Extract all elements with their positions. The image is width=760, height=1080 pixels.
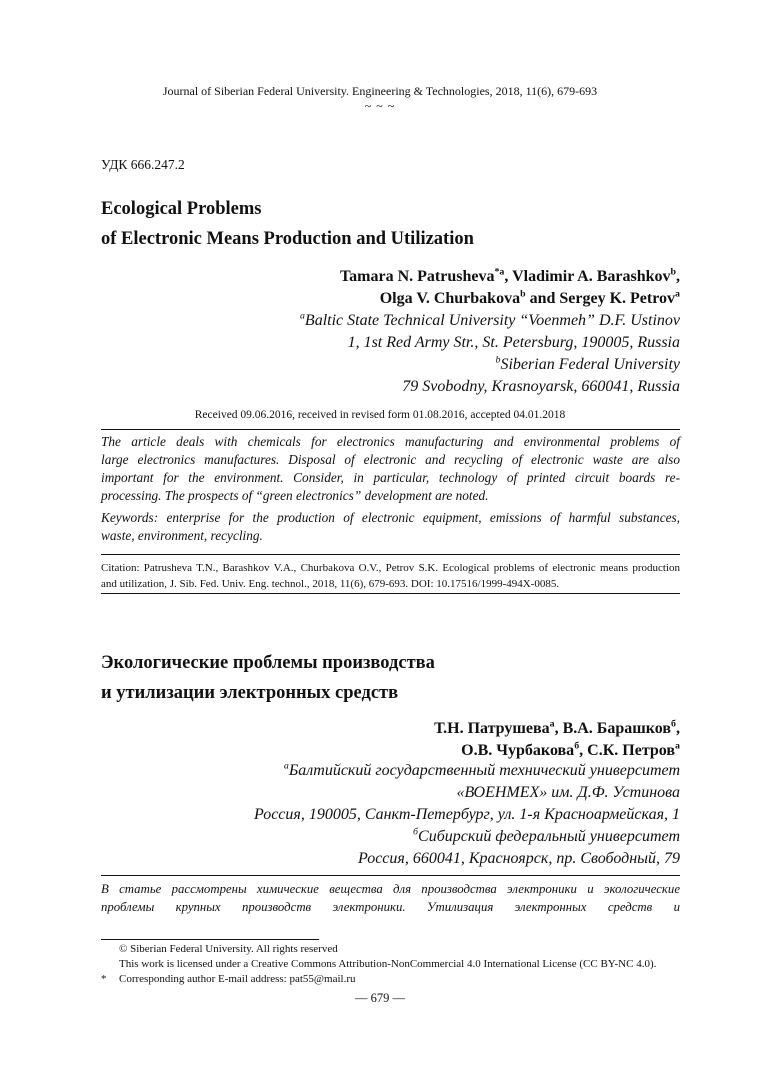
affil-line: 79 Svobodny, Krasnoyarsk, 660041, Russia — [402, 378, 680, 395]
article-title-ru — [101, 648, 435, 708]
abstract-ru — [101, 880, 680, 916]
udk-code: УДК 666.247.2 — [101, 157, 185, 172]
author-punct: , — [676, 720, 680, 737]
affil-line: Россия, 190005, Санкт-Петербург, ул. 1-я Красноармейская, 1 — [254, 806, 680, 823]
affil-line: Россия, 660041, Красноярск, пр. Свободный, 79 — [358, 850, 680, 867]
author-sup: b — [670, 266, 676, 278]
affiliations-en — [300, 310, 680, 398]
citation — [101, 561, 680, 592]
affil-sup: б — [413, 826, 419, 838]
article-title-en — [101, 194, 474, 254]
author-name: , С.К. Петров — [579, 742, 676, 759]
divider — [101, 875, 680, 876]
affil-line: 1, 1st Red Army Str., St. Petersburg, 190005, Russia — [347, 334, 680, 351]
author-sup: a — [675, 288, 680, 300]
authors-ru — [434, 718, 680, 762]
author-punct: , — [676, 268, 680, 285]
author-name: О.В. Чурбакова — [461, 742, 575, 759]
divider — [101, 593, 680, 594]
footnote-license: This work is licensed under a Creative Commons Attribution-NonCommercial 4.0 International License (CC BY-NC 4.0). — [119, 958, 657, 970]
abstract-en — [101, 433, 680, 505]
author-sup: а — [549, 718, 555, 730]
received-dates: Received 09.06.2016, received in revised form 01.08.2016, accepted 04.01.2018 — [194, 409, 566, 421]
author-sup: б — [574, 740, 580, 752]
author-sup: б — [671, 718, 676, 730]
citation-line: Citation: Patrusheva T.N., Barashkov V.A., Churbakova O.V., Petrov S.K. Ecological problems of electronic means production — [101, 562, 680, 574]
citation-line: and utilization, J. Sib. Fed. Univ. Eng. technol., 2018, 11(6), 679-693. DOI: 10.17516/1999-494X-0085. — [101, 577, 560, 590]
abstract-line: processing. The prospects of “green electronics” development are noted. — [101, 488, 489, 503]
abstract-line: В статье рассмотрены химические вещества для производства электроники и экологические — [101, 882, 680, 896]
keywords-line: waste, environment, recycling. — [101, 528, 263, 543]
author-name: , В.А. Барашков — [554, 720, 672, 737]
affil-line: «ВОЕНМЕХ» им. Д.Ф. Устинова — [456, 784, 680, 801]
keywords-en — [101, 509, 680, 545]
keywords-line: Keywords: enterprise for the production of electronic equipment, emissions of harmful substances, — [101, 510, 680, 525]
title-ru-line-1: Экологические проблемы производства — [101, 653, 435, 673]
author-name: , Vladimir A. Barashkov — [504, 268, 671, 285]
authors-en — [340, 266, 680, 310]
affil-sup: а — [283, 760, 289, 772]
affil-sup: b — [495, 354, 501, 366]
abstract-line: large electronics manufactures. Disposal of electronic and recycling of electronic waste are also — [101, 452, 680, 467]
divider — [101, 429, 680, 430]
abstract-line: проблемы крупных производств электроники. Утилизация электронных средств и — [101, 900, 680, 914]
abstract-line: important for the environment. Consider, in particular, technology of printed circuit boards re- — [101, 470, 680, 485]
author-name: Tamara N. Patrusheva — [339, 268, 495, 285]
affil-line: Сибирский федеральный университет — [418, 828, 680, 845]
author-name: and Sergey K. Petrov — [525, 290, 676, 307]
author-sup: а — [675, 740, 680, 752]
footnote-star: * — [101, 973, 107, 985]
affil-line: Baltic State Technical University “Voenmeh” D.F. Ustinov — [304, 312, 680, 329]
footnote-rule — [101, 939, 319, 940]
author-name: Olga V. Churbakova — [379, 290, 521, 307]
title-en-line-1: Ecological Problems — [101, 199, 262, 219]
abstract-line: The article deals with chemicals for electronics manufacturing and environmental problems of — [101, 434, 680, 449]
header-separator: ~ ~ ~ — [364, 99, 396, 113]
footnote-corresponding: Corresponding author E-mail address: pat55@mail.ru — [119, 973, 356, 985]
divider — [101, 554, 680, 555]
author-sup: *a — [494, 266, 505, 278]
title-en-line-2: of Electronic Means Production and Utilization — [101, 229, 474, 249]
footnote-copyright: © Siberian Federal University. All rights reserved — [119, 943, 338, 955]
affiliations-ru — [254, 760, 680, 870]
page-number: — 679 — — [355, 991, 405, 1005]
affil-line: Siberian Federal University — [500, 356, 680, 373]
author-sup: b — [520, 288, 526, 300]
title-ru-line-2: и утилизации электронных средств — [101, 683, 399, 703]
affil-sup: a — [299, 310, 305, 322]
author-name: Т.Н. Патрушева — [434, 720, 550, 737]
affil-line: Балтийский государственный технический университет — [288, 762, 680, 779]
journal-header: Journal of Siberian Federal University. Engineering & Technologies, 2018, 11(6), 679-693 — [162, 84, 598, 98]
